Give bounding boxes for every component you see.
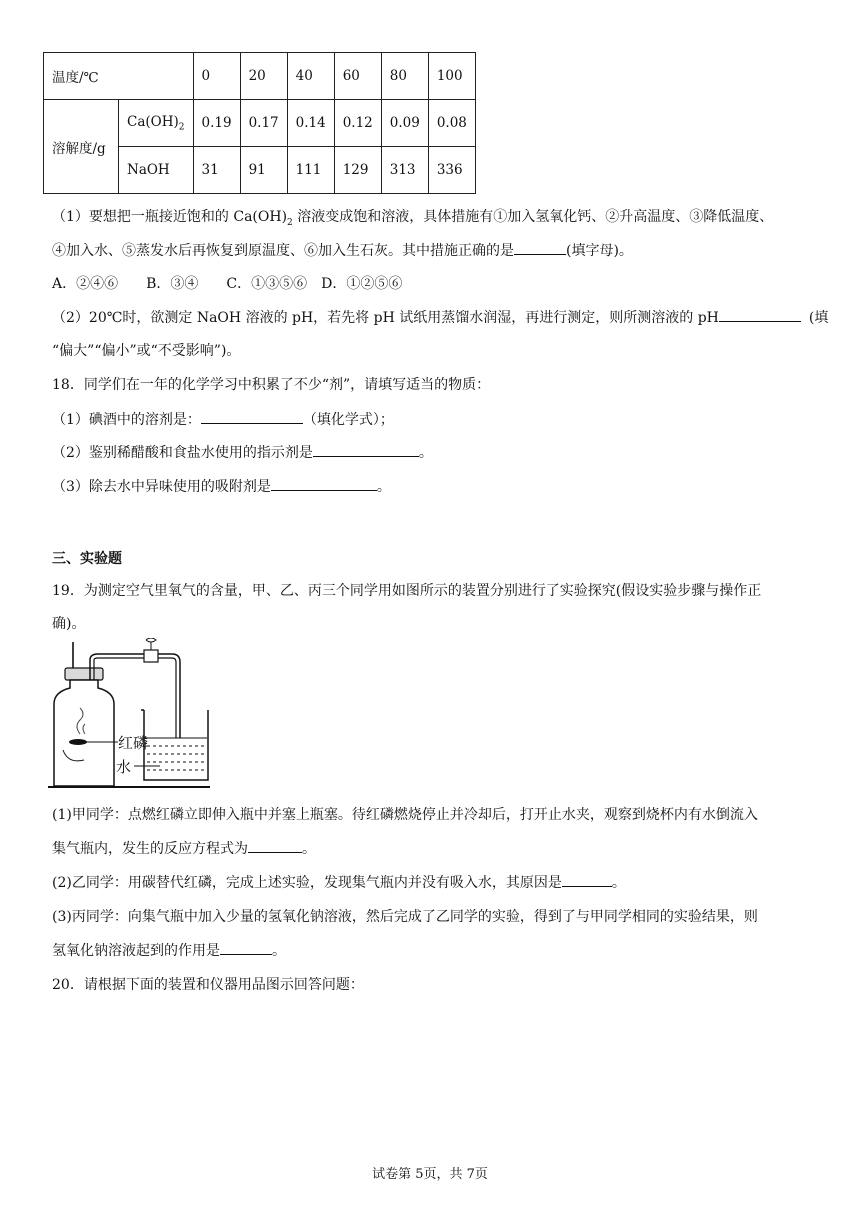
q20-stem: 20．请根据下面的装置和仪器用品图示回答问题： <box>52 977 364 993</box>
page-footer: 试卷第 5页，共 7页 <box>372 1167 488 1182</box>
q17-part1-line2 <box>52 240 633 260</box>
table-cell: 0.09 <box>381 100 428 147</box>
answer-blank[interactable] <box>719 307 801 322</box>
table-cell: 40 <box>287 53 334 100</box>
q17-part1-line1 <box>52 206 773 228</box>
table-cell: 100 <box>428 53 475 100</box>
q17-part2-line2: “偏大”“偏小”或“不受影响”)。 <box>52 343 241 359</box>
answer-blank[interactable] <box>220 940 272 955</box>
table-cell: 20 <box>240 53 287 100</box>
clamp-handle-icon <box>146 638 156 650</box>
clamp <box>144 650 158 662</box>
text: （填化学式）； <box>302 412 394 428</box>
answer-blank[interactable] <box>248 838 302 853</box>
table-row <box>44 100 476 147</box>
text: (填字母)。 <box>566 243 633 259</box>
answer-blank[interactable] <box>271 476 377 491</box>
q19-stem-line1: 19．为测定空气里氧气的含量，甲、乙、丙三个同学用如图所示的装置分别进行了实验探究(假设实验步骤与操作正 <box>52 583 762 599</box>
table-header-label: 温度/℃ <box>44 53 194 100</box>
answer-blank[interactable] <box>514 240 566 255</box>
answer-blank[interactable] <box>562 872 612 887</box>
q18-part1 <box>52 409 394 429</box>
q19-stem-line2: 确)。 <box>52 616 86 632</box>
table-cell: 0.19 <box>193 100 240 147</box>
subscript: 2 <box>287 217 293 228</box>
answer-blank[interactable] <box>313 442 419 457</box>
table-row <box>44 53 476 100</box>
table-cell: 313 <box>381 147 428 194</box>
answer-blank[interactable] <box>201 409 303 424</box>
label-water: 水 <box>116 758 132 776</box>
table-cell: 80 <box>381 53 428 100</box>
table-cell: 31 <box>193 147 240 194</box>
table-cell: 129 <box>334 147 381 194</box>
text: （2）20℃时，欲测定 NaOH 溶液的 pH，若先将 pH 试纸用蒸馏水润湿，再进行测定，则所测溶液的 pH <box>52 310 719 326</box>
text: （3）除去水中异味使用的吸附剂是 <box>52 479 271 495</box>
q18-part2 <box>52 442 433 462</box>
table-cell: 0.08 <box>428 100 475 147</box>
table-cell: 91 <box>240 147 287 194</box>
apparatus-diagram <box>48 638 218 790</box>
q19-part1-line1: (1)甲同学：点燃红磷立即伸入瓶中并塞上瓶塞。待红磷燃烧停止并冷却后，打开止水夹，观察到烧杯内有水倒流入 <box>52 807 758 823</box>
section-heading: 三、实验题 <box>52 551 122 567</box>
text: (2)乙同学：用碳替代红磷，完成上述实验，发现集气瓶内并没有吸入水，其原因是 <box>52 875 562 891</box>
table-cell-substance: NaOH <box>119 147 194 194</box>
text: 集气瓶内，发生的反应方程式为 <box>52 841 248 857</box>
table-cell: 111 <box>287 147 334 194</box>
solubility-table <box>43 52 476 194</box>
table-cell: 336 <box>428 147 475 194</box>
subscript: 2 <box>178 122 185 133</box>
table-cell-substance <box>119 100 194 147</box>
text: 氢氧化钠溶液起到的作用是 <box>52 943 220 959</box>
text: 。 <box>302 841 316 857</box>
q17-options: A．②④⑥ B．③④ C．①③⑤⑥ D．①②⑤⑥ <box>52 276 403 292</box>
q19-part2 <box>52 872 626 892</box>
table-row-group-label: 溶解度/g <box>44 100 119 194</box>
text: 。 <box>272 943 286 959</box>
table-cell: 0 <box>193 53 240 100</box>
table-cell: 60 <box>334 53 381 100</box>
table-cell: 0.17 <box>240 100 287 147</box>
q18-stem: 18．同学们在一年的化学学习中积累了不少“剂”，请填写适当的物质： <box>52 377 491 393</box>
q19-part1-line2 <box>52 838 316 858</box>
text: 。 <box>611 875 626 891</box>
beaker-water <box>145 738 207 779</box>
q19-part3-line2 <box>52 940 286 960</box>
text: （1）碘酒中的溶剂是： <box>52 412 201 428</box>
q17-part2-line1 <box>52 307 828 327</box>
text: 溶液变成饱和溶液，具体措施有①加入氢氧化钙、②升高温度、③降低温度、 <box>292 209 774 225</box>
text: （1）要想把一瓶接近饱和的 Ca(OH) <box>52 209 288 225</box>
label-red-phosphorus: 红磷 <box>118 734 149 752</box>
table-cell: 0.14 <box>287 100 334 147</box>
text: ④加入水、⑤蒸发水后再恢复到原温度、⑥加入生石灰。其中措施正确的是 <box>52 243 514 259</box>
text: （2）鉴别稀醋酸和食盐水使用的指示剂是 <box>52 445 313 461</box>
text: 。 <box>376 479 391 495</box>
text: (填 <box>808 310 829 326</box>
q18-part3 <box>52 476 391 496</box>
stopper <box>65 668 103 680</box>
q19-part3-line1: (3)丙同学：向集气瓶中加入少量的氢氧化钠溶液，然后完成了乙同学的实验，得到了与甲同学相同的实验结果，则 <box>52 909 758 925</box>
substance-name: Ca(OH) <box>127 113 179 130</box>
text: 。 <box>418 445 433 461</box>
table-cell: 0.12 <box>334 100 381 147</box>
